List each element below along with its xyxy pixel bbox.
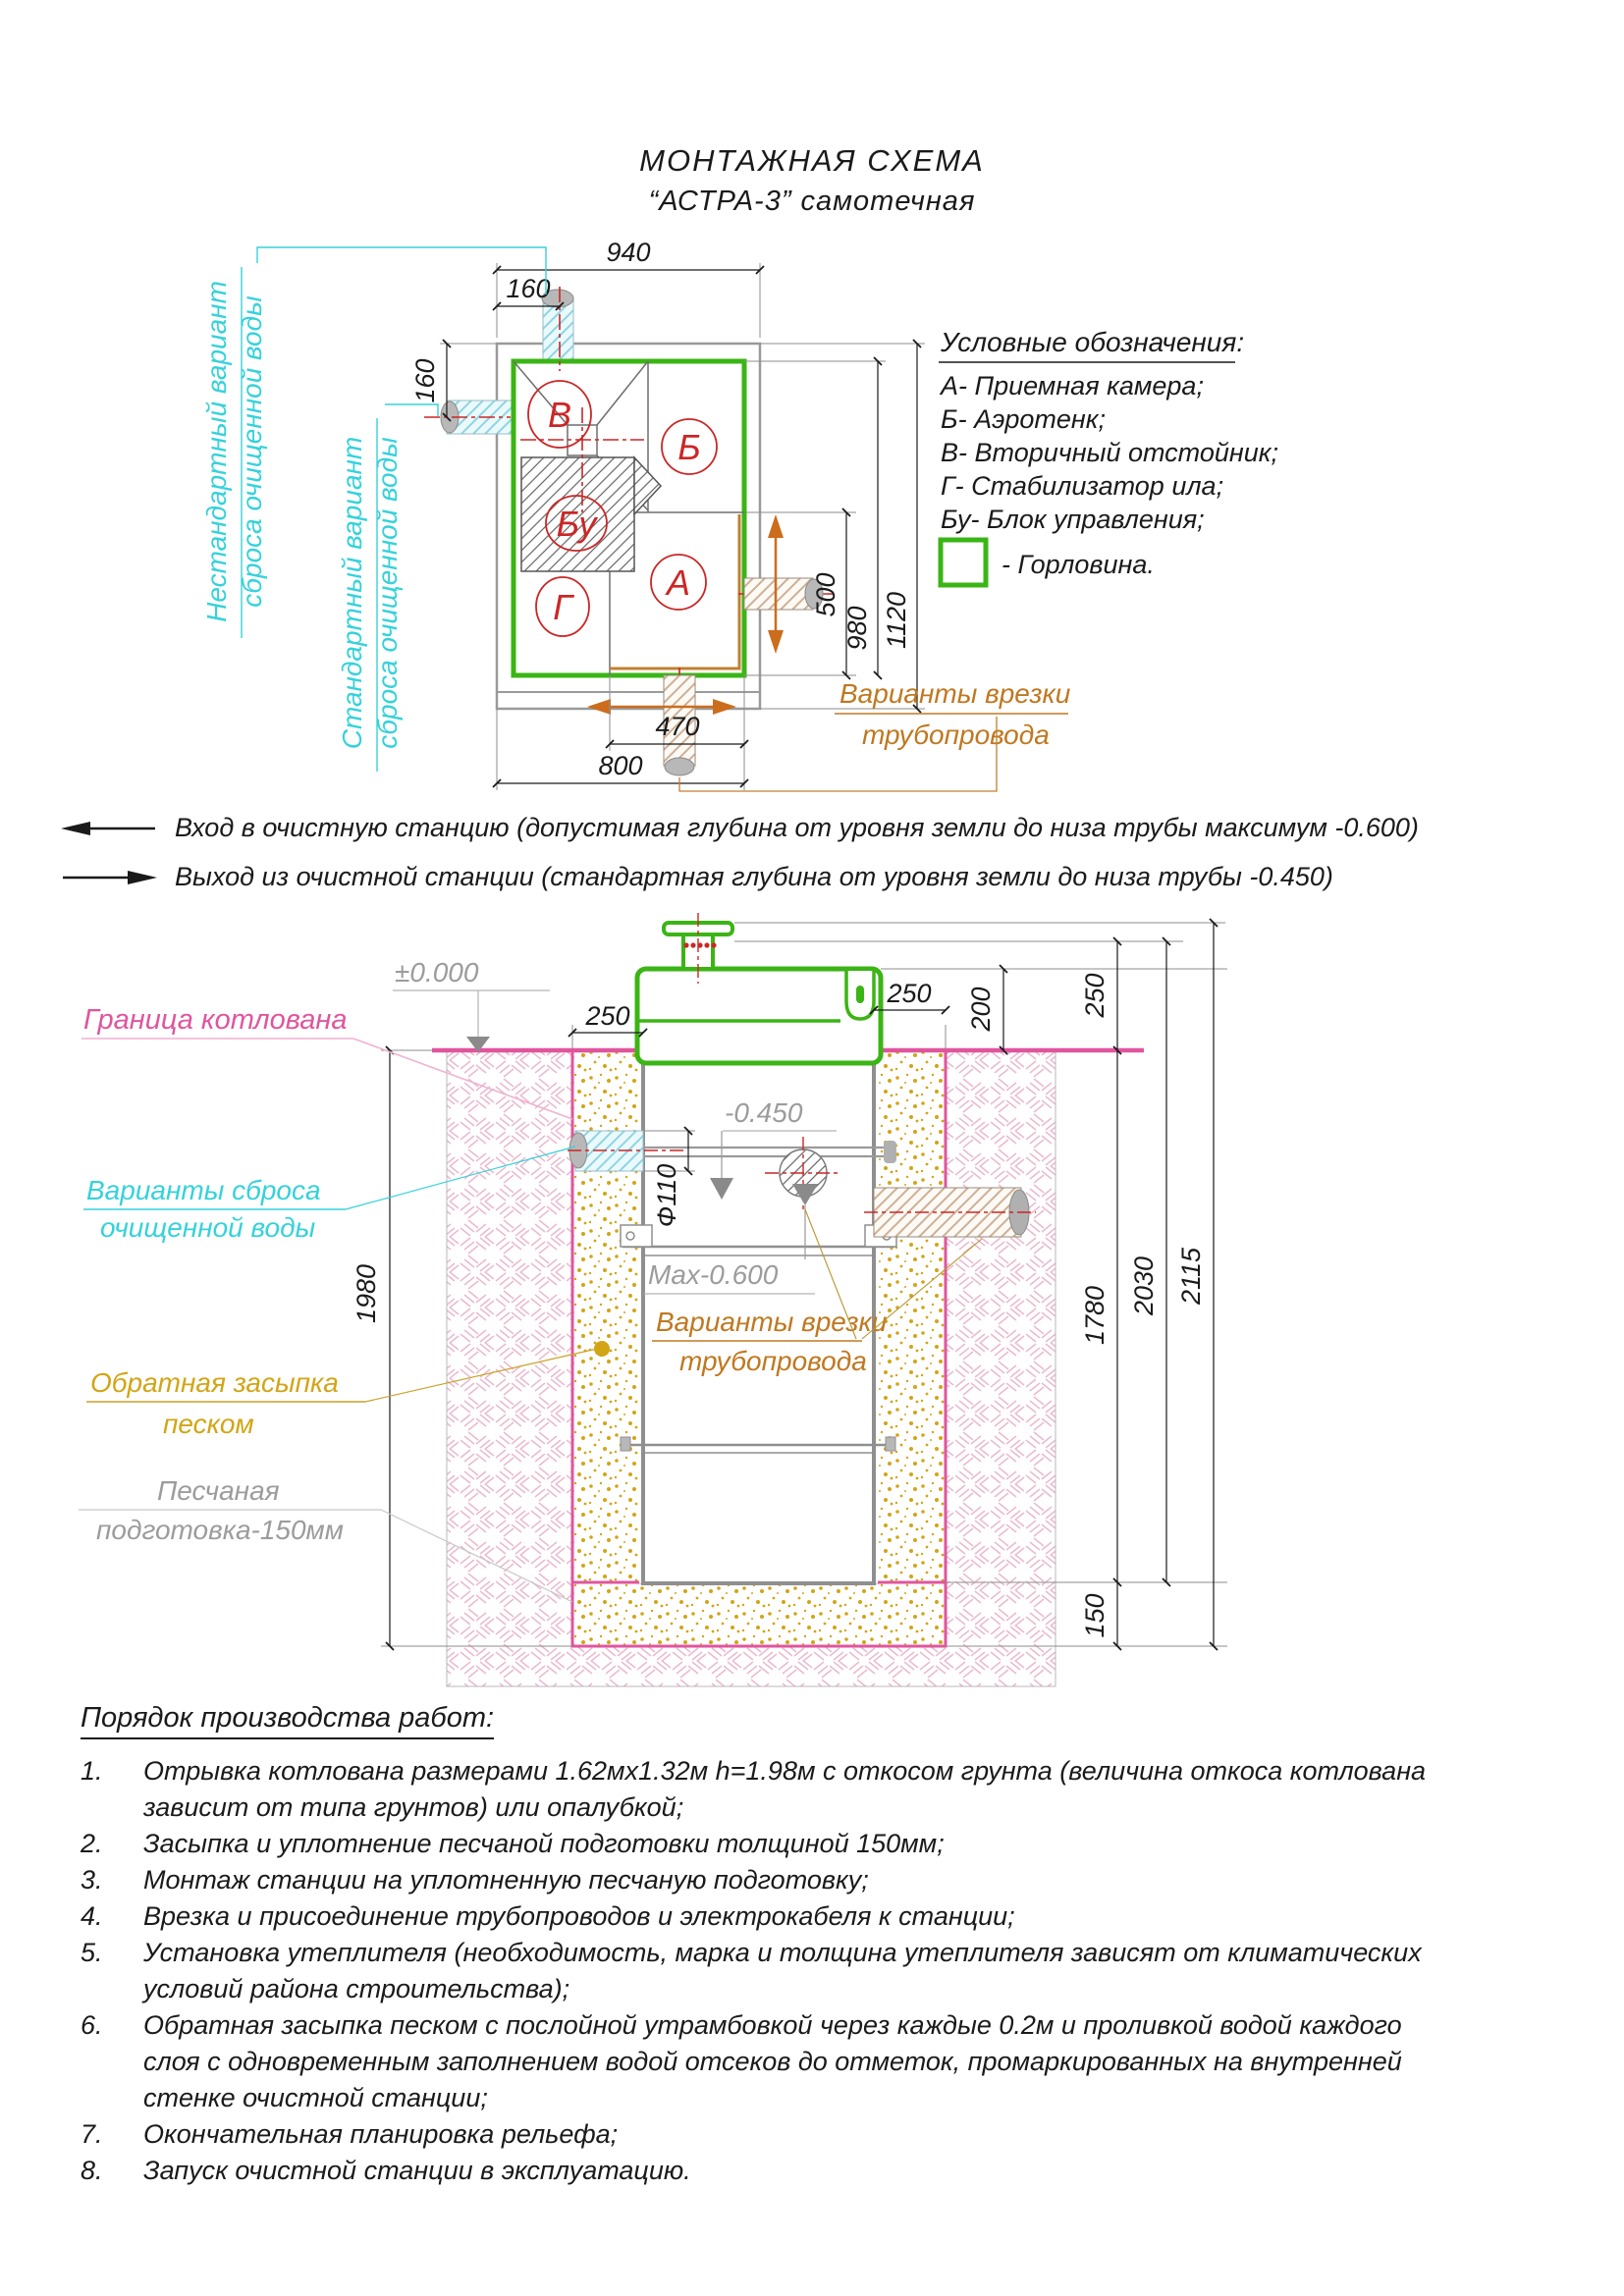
section-view [79, 913, 1227, 1686]
inlet-note-text: Вход в очистную станцию (допустимая глубина от уровня земли до низа трубы максимум -0.600) [175, 813, 1419, 842]
standard-label-line1: Стандартный вариант [337, 436, 367, 750]
dim-940: 940 [606, 238, 651, 267]
level-max-600: Max-0.600 [648, 1259, 779, 1290]
work-order-row [81, 1898, 1583, 1935]
dim-160-left: 160 [410, 358, 440, 403]
backfill-label-line1: Обратная засыпка [90, 1367, 339, 1398]
dim-150: 150 [1080, 1593, 1110, 1638]
row-text: условий района строительства); [143, 1974, 570, 2003]
dim-2115: 2115 [1176, 1247, 1206, 1306]
row-text: Установка утеплителя (необходимость, марка и толщина утеплителя зависят от климатических [143, 1938, 1422, 1967]
dim-160-top: 160 [506, 274, 551, 303]
standard-label-line2: сброса очищенной воды [372, 437, 403, 749]
row-text: стенке очистной станции; [143, 2083, 488, 2112]
row-num: 4. [81, 1901, 103, 1931]
legend-gorlovina: - Горловина. [1001, 550, 1155, 579]
row-num: 7. [81, 2119, 103, 2149]
legend-item-v: В- Вторичный отстойник; [941, 438, 1279, 467]
backfill-marker-dot [594, 1341, 610, 1357]
legend-item-bu: Бу- Блок управления; [941, 505, 1205, 534]
row-num [81, 1789, 143, 1826]
dim-500: 500 [811, 572, 840, 617]
row-num: 6. [81, 2010, 103, 2040]
dim-2030: 2030 [1129, 1255, 1159, 1316]
row-text: Окончательная планировка рельефа; [143, 2119, 619, 2149]
sandbase-label-line2: подготовка-150мм [96, 1515, 344, 1545]
row-num: 5. [81, 1938, 103, 1967]
legend-gorlovina-icon [941, 540, 986, 585]
plan-label-b: Б [677, 427, 701, 467]
dim-250-right: 250 [887, 979, 932, 1008]
plan-label-v: В [547, 395, 572, 435]
outlet-note-text: Выход из очистной станции (стандартная глубина от уровня земли до низа трубы -0.450) [175, 862, 1333, 891]
discharge-label-line1: Варианты сброса [86, 1175, 321, 1205]
dim-1120: 1120 [882, 591, 911, 650]
work-order-row [81, 2007, 1583, 2044]
inlet-arrow-icon [59, 820, 159, 837]
work-order-heading: Порядок производства работ: [81, 1702, 494, 1739]
row-num: 1. [81, 1756, 103, 1786]
plan-label-bu: Бу [556, 504, 597, 544]
row-text: Запуск очистной станции в эксплуатацию. [143, 2156, 691, 2185]
row-num [81, 2044, 143, 2080]
legend-item-b: Б- Аэротенк; [941, 404, 1106, 434]
dim-800: 800 [598, 751, 643, 780]
work-order-row [81, 2080, 1583, 2116]
nonstandard-label-line1: Нестандартный вариант [201, 281, 232, 622]
dim-200: 200 [966, 987, 996, 1032]
plan-tapin-line2: трубопровода [862, 720, 1050, 750]
row-text: слоя с одновременным заполнением водой отсеков до отметок, промаркированных на внутренней [143, 2047, 1402, 2076]
level-zero: ±0.000 [395, 957, 479, 988]
plan-label-g: Г [553, 587, 572, 627]
legend-item-g: Г- Стабилизатор ила; [941, 471, 1224, 501]
dim-980: 980 [842, 606, 872, 651]
dim-1780: 1780 [1080, 1285, 1110, 1346]
plan-variant-labels [201, 247, 546, 772]
row-num [81, 2080, 143, 2116]
row-num: 8. [81, 2156, 103, 2185]
dim-470: 470 [655, 712, 700, 741]
row-text: Монтаж станции на уплотненную песчаную подготовку; [143, 1865, 869, 1895]
sandbase-label-line1: Песчаная [157, 1475, 280, 1506]
plan-label-a: А [666, 562, 691, 603]
plan-tapin-line1: Варианты врезки [839, 678, 1071, 709]
title-line1: МОНТАЖНАЯ СХЕМА [639, 143, 985, 178]
title-line2: “АСТРА-3” самотечная [648, 186, 976, 217]
tank-cover [637, 969, 881, 1063]
row-num: 3. [81, 1865, 103, 1895]
side-tapin-pipe [864, 1188, 1036, 1237]
dim-250-left: 250 [585, 1001, 630, 1031]
dim-1980: 1980 [352, 1263, 381, 1324]
legend-item-a: А- Приемная камера; [941, 371, 1204, 400]
legend-heading: Условные обозначения: [941, 327, 1245, 357]
work-order-row [81, 1862, 1583, 1898]
row-text: зависит от типа грунтов) или опалубкой; [143, 1792, 684, 1822]
outlet-arrow-icon [59, 869, 159, 886]
dim-diameter-110: Ф110 [652, 1163, 681, 1228]
row-num: 2. [81, 1829, 103, 1858]
work-order-row [81, 2116, 1583, 2153]
work-order-row [81, 2153, 1583, 2189]
row-text: Отрывка котлована размерами 1.62мх1.32м h=1.98м с откосом грунта (величина откоса котлована [143, 1756, 1427, 1786]
row-text: Врезка и присоединение трубопроводов и электрокабеля к станции; [143, 1901, 1015, 1931]
row-num [81, 1971, 143, 2007]
work-order-row [81, 1753, 1583, 1789]
row-text: Засыпка и уплотнение песчаной подготовки толщиной 150мм; [143, 1829, 945, 1858]
work-order-row [81, 1789, 1583, 1826]
backfill-label-line2: песком [163, 1409, 254, 1439]
work-order-row [81, 1935, 1583, 1971]
section-tapin-line2: трубопровода [679, 1346, 867, 1376]
nonstandard-label-line2: сброса очищенной воды [237, 295, 267, 608]
work-order-row [81, 1971, 1583, 2007]
work-order-row [81, 2044, 1583, 2080]
dim-250-right2: 250 [1080, 973, 1110, 1018]
work-order [81, 1702, 1583, 2189]
work-order-row [81, 1826, 1583, 1862]
section-tapin-line1: Варианты врезки [656, 1307, 888, 1337]
inlet-note [59, 813, 1419, 843]
row-text: Обратная засыпка песком с послойной утрамбовкой через каждые 0.2м и проливкой водой каждого [143, 2010, 1402, 2040]
discharge-label-line2: очищенной воды [100, 1212, 316, 1243]
level-minus-450: -0.450 [725, 1097, 803, 1128]
legend [939, 327, 1278, 585]
pit-boundary-label: Граница котлована [83, 1004, 348, 1036]
outlet-note [59, 862, 1333, 892]
